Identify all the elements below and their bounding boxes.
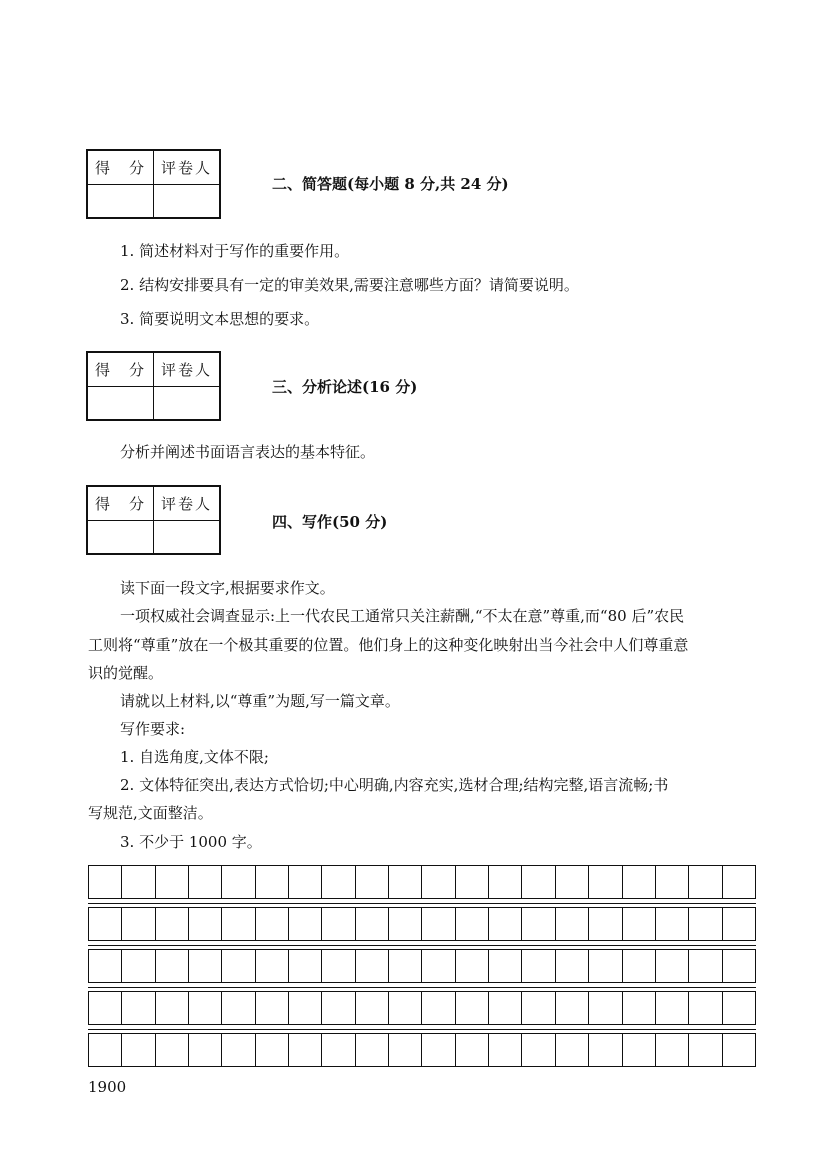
- writing-grid-cell[interactable]: [256, 950, 289, 982]
- section3-title: 三、分析论述(16 分): [272, 378, 418, 396]
- writing-grid-cell[interactable]: [656, 866, 689, 898]
- writing-grid-cell[interactable]: [723, 1034, 755, 1066]
- score-box-section2: [86, 149, 221, 219]
- writing-grid-cell[interactable]: [589, 992, 622, 1024]
- section2-question-3: 3. 简要说明文本思想的要求。: [120, 310, 320, 328]
- writing-grid-cell[interactable]: [689, 992, 722, 1024]
- grader-input-cell[interactable]: [154, 387, 221, 421]
- section4-material-line3: 识的觉醒。: [88, 664, 164, 682]
- writing-grid-cell[interactable]: [89, 992, 122, 1024]
- score-input-cell[interactable]: [87, 521, 154, 555]
- writing-grid-cell[interactable]: [289, 992, 322, 1024]
- writing-grid-cell[interactable]: [589, 950, 622, 982]
- writing-grid-cell[interactable]: [389, 992, 422, 1024]
- writing-grid-cell[interactable]: [456, 950, 489, 982]
- writing-grid-cell[interactable]: [189, 866, 222, 898]
- writing-grid-cell[interactable]: [556, 950, 589, 982]
- writing-grid-cell[interactable]: [156, 908, 189, 940]
- writing-grid-row[interactable]: [88, 1033, 756, 1067]
- section4-req-title: 写作要求:: [120, 720, 186, 738]
- writing-grid-cell[interactable]: [356, 950, 389, 982]
- writing-grid-row[interactable]: [88, 991, 756, 1025]
- writing-grid-cell[interactable]: [189, 1034, 222, 1066]
- writing-grid-cell[interactable]: [589, 1034, 622, 1066]
- grid-separator-line: [88, 1029, 756, 1030]
- writing-grid-cell[interactable]: [356, 1034, 389, 1066]
- writing-grid-cell[interactable]: [656, 992, 689, 1024]
- writing-grid-cell[interactable]: [422, 950, 455, 982]
- writing-grid-cell[interactable]: [256, 992, 289, 1024]
- writing-grid-cell[interactable]: [389, 1034, 422, 1066]
- score-label: 得 分: [87, 352, 154, 387]
- writing-grid-cell[interactable]: [222, 866, 255, 898]
- writing-grid-cell[interactable]: [222, 908, 255, 940]
- writing-grid-cell[interactable]: [689, 950, 722, 982]
- writing-grid-cell[interactable]: [289, 950, 322, 982]
- writing-grid-cell[interactable]: [122, 950, 155, 982]
- writing-grid-cell[interactable]: [456, 908, 489, 940]
- writing-grid-cell[interactable]: [122, 908, 155, 940]
- writing-grid-row[interactable]: [88, 949, 756, 983]
- writing-grid-cell[interactable]: [456, 1034, 489, 1066]
- writing-grid-cell[interactable]: [389, 908, 422, 940]
- writing-grid-cell[interactable]: [656, 950, 689, 982]
- grid-separator-line: [88, 945, 756, 946]
- writing-grid-cell[interactable]: [322, 992, 355, 1024]
- writing-grid-cell[interactable]: [522, 908, 555, 940]
- writing-grid-cell[interactable]: [623, 950, 656, 982]
- writing-grid-cell[interactable]: [422, 992, 455, 1024]
- writing-grid-cell[interactable]: [189, 908, 222, 940]
- writing-grid-cell[interactable]: [356, 992, 389, 1024]
- writing-grid-cell[interactable]: [623, 1034, 656, 1066]
- writing-grid-cell[interactable]: [623, 866, 656, 898]
- page-number: 1900: [88, 1078, 127, 1096]
- writing-grid-cell[interactable]: [589, 866, 622, 898]
- writing-grid-cell[interactable]: [322, 866, 355, 898]
- writing-grid-cell[interactable]: [222, 950, 255, 982]
- section4-material-line1: 一项权威社会调查显示:上一代农民工通常只关注薪酬,“不太在意”尊重,而“80 后”农民: [120, 607, 685, 625]
- section4-req1: 1. 自选角度,文体不限;: [120, 748, 269, 766]
- writing-grid-cell[interactable]: [156, 950, 189, 982]
- writing-grid-cell[interactable]: [156, 992, 189, 1024]
- writing-grid-cell[interactable]: [356, 908, 389, 940]
- writing-grid-cell[interactable]: [689, 866, 722, 898]
- writing-grid-cell[interactable]: [422, 908, 455, 940]
- writing-grid-cell[interactable]: [723, 950, 755, 982]
- writing-grid-cell[interactable]: [89, 866, 122, 898]
- grader-label: 评卷人: [154, 352, 221, 387]
- section4-material-line2: 工则将“尊重”放在一个极其重要的位置。他们身上的这种变化映射出当今社会中人们尊重意: [88, 636, 689, 654]
- writing-grid-cell[interactable]: [156, 866, 189, 898]
- writing-grid-cell[interactable]: [422, 866, 455, 898]
- writing-grid-cell[interactable]: [689, 1034, 722, 1066]
- writing-grid-cell[interactable]: [556, 1034, 589, 1066]
- writing-grid-cell[interactable]: [122, 992, 155, 1024]
- writing-grid-cell[interactable]: [456, 992, 489, 1024]
- writing-grid-cell[interactable]: [289, 866, 322, 898]
- score-label: 得 分: [87, 486, 154, 521]
- writing-grid-cell[interactable]: [356, 866, 389, 898]
- grader-input-cell[interactable]: [154, 521, 221, 555]
- writing-grid-cell[interactable]: [522, 992, 555, 1024]
- section2-title: 二、简答题(每小题 8 分,共 24 分): [272, 175, 509, 193]
- writing-grid-cell[interactable]: [256, 908, 289, 940]
- writing-grid-cell[interactable]: [89, 950, 122, 982]
- writing-grid-cell[interactable]: [723, 908, 755, 940]
- writing-grid-cell[interactable]: [222, 992, 255, 1024]
- writing-grid-row[interactable]: [88, 907, 756, 941]
- section4-req2-line2: 写规范,文面整洁。: [88, 804, 213, 822]
- section2-question-1: 1. 简述材料对于写作的重要作用。: [120, 242, 350, 260]
- writing-grid-cell[interactable]: [122, 1034, 155, 1066]
- writing-grid-cell[interactable]: [89, 1034, 122, 1066]
- writing-grid-cell[interactable]: [89, 908, 122, 940]
- writing-grid-cell[interactable]: [656, 1034, 689, 1066]
- section4-req2-line1: 2. 文体特征突出,表达方式恰切;中心明确,内容充实,选材合理;结构完整,语言流畅;书: [120, 776, 669, 794]
- writing-grid-cell[interactable]: [556, 908, 589, 940]
- score-box-section3: [86, 351, 221, 421]
- writing-grid-cell[interactable]: [189, 950, 222, 982]
- writing-grid-cell[interactable]: [589, 908, 622, 940]
- grader-label: 评卷人: [154, 150, 221, 185]
- section3-question: 分析并阐述书面语言表达的基本特征。: [120, 443, 376, 461]
- writing-grid-cell[interactable]: [522, 866, 555, 898]
- score-input-cell[interactable]: [87, 387, 154, 421]
- writing-grid-cell[interactable]: [623, 908, 656, 940]
- writing-grid-cell[interactable]: [156, 1034, 189, 1066]
- score-input-cell[interactable]: [87, 185, 154, 219]
- writing-grid-cell[interactable]: [723, 992, 755, 1024]
- writing-grid-cell[interactable]: [122, 866, 155, 898]
- writing-grid-cell[interactable]: [389, 866, 422, 898]
- writing-grid-cell[interactable]: [489, 950, 522, 982]
- writing-grid-cell[interactable]: [489, 908, 522, 940]
- writing-grid-cell[interactable]: [189, 992, 222, 1024]
- writing-grid-cell[interactable]: [422, 1034, 455, 1066]
- section4-req3: 3. 不少于 1000 字。: [120, 833, 262, 851]
- grader-label: 评卷人: [154, 486, 221, 521]
- writing-grid-cell[interactable]: [556, 992, 589, 1024]
- writing-grid-cell[interactable]: [322, 1034, 355, 1066]
- writing-grid-cell[interactable]: [256, 1034, 289, 1066]
- writing-grid-cell[interactable]: [656, 908, 689, 940]
- section2-question-2: 2. 结构安排要具有一定的审美效果,需要注意哪些方面？请简要说明。: [120, 276, 579, 294]
- writing-grid-cell[interactable]: [489, 866, 522, 898]
- writing-grid-cell[interactable]: [623, 992, 656, 1024]
- section4-title: 四、写作(50 分): [272, 513, 388, 531]
- writing-grid-cell[interactable]: [556, 866, 589, 898]
- section4-intro: 读下面一段文字,根据要求作文。: [120, 579, 335, 597]
- score-label: 得 分: [87, 150, 154, 185]
- writing-grid-cell[interactable]: [522, 1034, 555, 1066]
- writing-grid-cell[interactable]: [322, 950, 355, 982]
- writing-grid-cell[interactable]: [222, 1034, 255, 1066]
- grid-separator-line: [88, 987, 756, 988]
- writing-grid-cell[interactable]: [689, 908, 722, 940]
- section4-task: 请就以上材料,以“尊重”为题,写一篇文章。: [120, 692, 400, 710]
- writing-grid-row[interactable]: [88, 865, 756, 899]
- writing-grid-cell[interactable]: [489, 1034, 522, 1066]
- writing-grid-cell[interactable]: [723, 866, 755, 898]
- writing-grid-cell[interactable]: [322, 908, 355, 940]
- writing-grid-cell[interactable]: [289, 1034, 322, 1066]
- grader-input-cell[interactable]: [154, 185, 221, 219]
- writing-grid-cell[interactable]: [489, 992, 522, 1024]
- writing-grid-cell[interactable]: [389, 950, 422, 982]
- writing-grid-cell[interactable]: [289, 908, 322, 940]
- writing-grid-cell[interactable]: [256, 866, 289, 898]
- grid-separator-line: [88, 903, 756, 904]
- writing-grid-cell[interactable]: [456, 866, 489, 898]
- writing-grid-cell[interactable]: [522, 950, 555, 982]
- score-box-section4: [86, 485, 221, 555]
